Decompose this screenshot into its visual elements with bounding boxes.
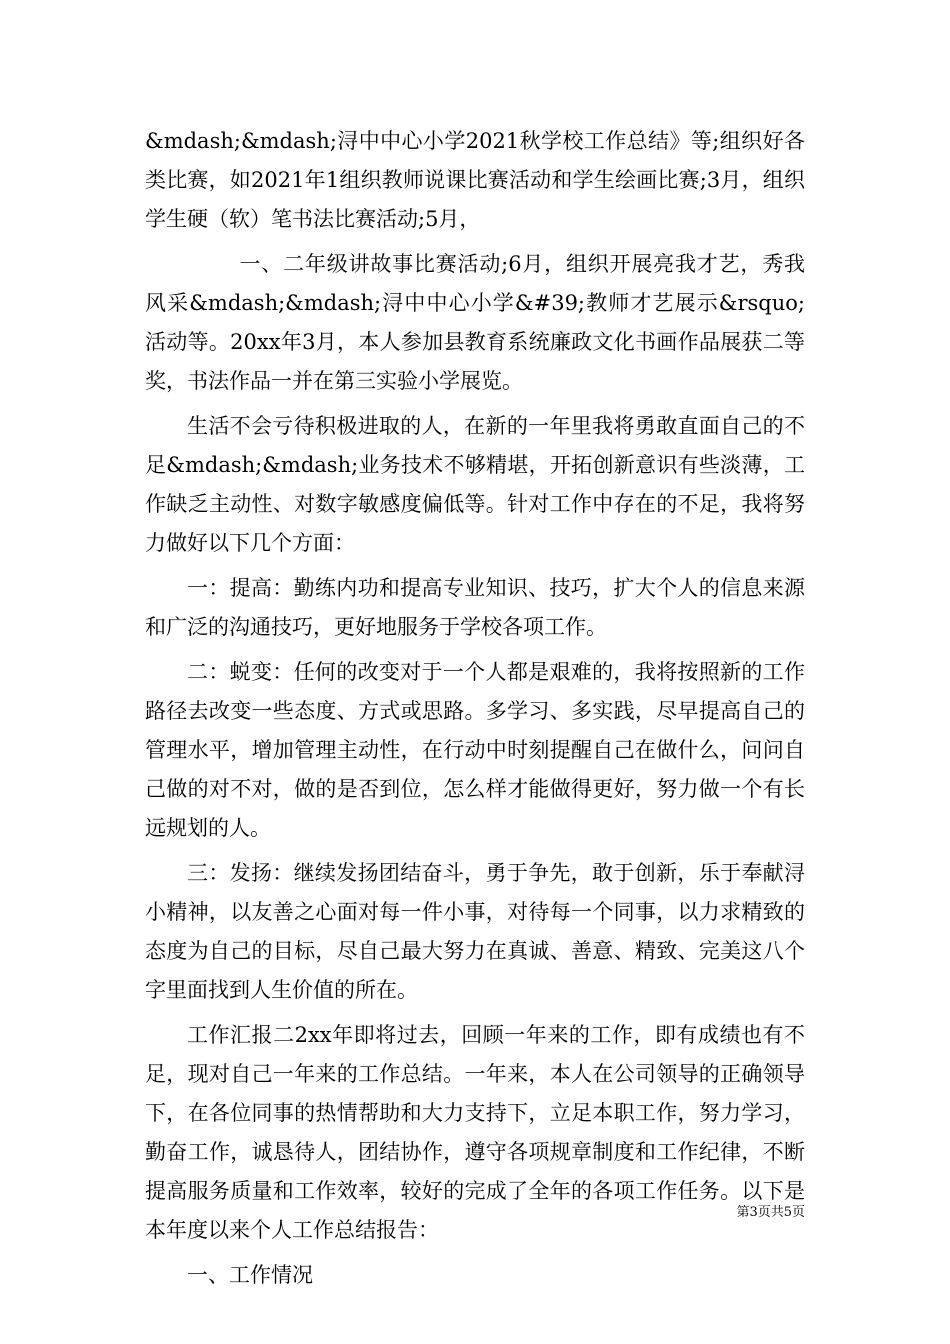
paragraph-1: &mdash;&mdash;浔中中心小学2021秋学校工作总结》等;组织好各类比赛，如2021年1组织教师说课比赛活动和学生绘画比赛;3月，组织学生硬（软）笔书法比赛活动;5月， [145, 129, 805, 231]
paragraph-7: 工作汇报二2xx年即将过去，回顾一年来的工作，即有成绩也有不足，现对自己一年来的工作总结。一年来，本人在公司领导的正确领导下，在各位同事的热情帮助和大力支持下，立足本职工作，努力学习，勤奋工作，诚恳待人，团结协作，遵守各项规章制度和工作纪律，不断提高服务质量和工作效率，较好的完成了全年的各项工作任务。以下是本年度以来个人工作总结报告： [145, 1023, 805, 1242]
page-number: 第3页共5页 [736, 1205, 805, 1220]
paragraph-4: 一：提高：勤练内功和提高专业知识、技巧，扩大个人的信息来源和广泛的沟通技巧，更好地服务于学校各项工作。 [145, 576, 805, 639]
section-heading: 一、工作情况 [187, 1263, 313, 1287]
paragraph-2: 一、二年级讲故事比赛活动;6月，组织开展亮我才艺，秀我风采&mdash;&mdash;浔中中心小学&#39;教师才艺展示&rsquo;活动等。20xx年3月，本人参加县教育系统廉政文化书画作品展获二等奖，书法作品一并在第三实验小学展览。 [145, 252, 805, 393]
document-body [145, 122, 805, 1301]
paragraph-6: 三：发扬：继续发扬团结奋斗，勇于争先，敢于创新，乐于奉献浔小精神，以友善之心面对每一件小事，对待每一个同事，以力求精致的态度为自己的目标，尽自己最大努力在真诚、善意、精致、完美这八个字里面找到人生价值的所在。 [145, 861, 805, 1002]
paragraph-5: 二：蜕变：任何的改变对于一个人都是艰难的，我将按照新的工作路径去改变一些态度、方式或思路。多学习、多实践，尽早提高自己的管理水平，增加管理主动性，在行动中时刻提醒自己在做什么，问问自己做的对不对，做的是否到位，怎么样才能做得更好，努力做一个有长远规划的人。 [145, 660, 805, 840]
paragraph-3: 生活不会亏待积极进取的人，在新的一年里我将勇敢直面自己的不足&mdash;&mdash;业务技术不够精堪，开拓创新意识有些淡薄，工作缺乏主动性、对数字敏感度偏低等。针对工作中存在的不足，我将努力做好以下几个方面： [145, 414, 805, 555]
